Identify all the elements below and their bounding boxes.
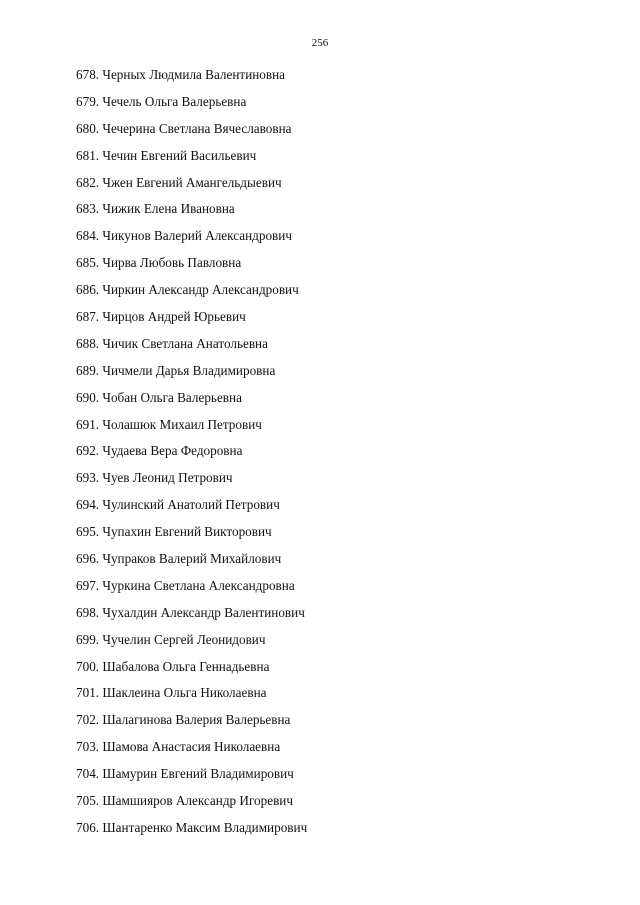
list-item <box>76 628 307 655</box>
list-item <box>76 332 307 359</box>
entry-number: 700. <box>76 658 100 674</box>
entry-number: 683. <box>76 201 100 217</box>
entry-number: 703. <box>76 739 100 755</box>
entry-number: 680. <box>76 120 100 136</box>
entry-number: 685. <box>76 255 100 271</box>
list-item <box>76 224 307 251</box>
list-item <box>76 144 307 171</box>
entry-number: 697. <box>76 577 100 593</box>
list-item <box>76 63 307 90</box>
entry-number: 684. <box>76 228 100 244</box>
list-item <box>76 574 307 601</box>
entry-name: Шалагинова Валерия Валерьевна <box>102 712 291 728</box>
entry-name: Чуев Леонид Петрович <box>102 470 233 486</box>
entry-name: Чиркин Александр Александрович <box>102 282 299 298</box>
entry-name: Чолашюк Михаил Петрович <box>102 416 262 432</box>
entry-name: Чупраков Валерий Михайлович <box>102 551 282 567</box>
entry-number: 696. <box>76 551 100 567</box>
entry-number: 693. <box>76 470 100 486</box>
list-item <box>76 547 307 574</box>
name-list <box>76 63 307 843</box>
list-item <box>76 520 307 547</box>
entry-name: Шаклеина Ольга Николаевна <box>102 685 267 701</box>
entry-name: Чирва Любовь Павловна <box>102 255 242 271</box>
entry-number: 695. <box>76 524 100 540</box>
entry-number: 690. <box>76 389 100 405</box>
entry-number: 687. <box>76 309 100 325</box>
entry-name: Чупахин Евгений Викторович <box>102 524 272 540</box>
entry-name: Чечин Евгений Васильевич <box>102 147 257 163</box>
list-item <box>76 117 307 144</box>
list-item <box>76 681 307 708</box>
list-item <box>76 439 307 466</box>
entry-number: 698. <box>76 604 100 620</box>
entry-name: Чижик Елена Ивановна <box>102 201 235 217</box>
list-item <box>76 762 307 789</box>
entry-name: Чечель Ольга Валерьевна <box>102 93 247 109</box>
list-item <box>76 789 307 816</box>
entry-name: Чобан Ольга Валерьевна <box>102 389 242 405</box>
entry-name: Шамурин Евгений Владимирович <box>102 766 294 782</box>
entry-name: Чичмели Дарья Владимировна <box>102 362 276 378</box>
entry-number: 679. <box>76 93 100 109</box>
entry-name: Чжен Евгений Амангельдыевич <box>102 174 282 190</box>
list-item <box>76 601 307 628</box>
entry-name: Чучелин Сергей Леонидович <box>102 631 266 647</box>
list-item <box>76 251 307 278</box>
entry-number: 681. <box>76 147 100 163</box>
entry-number: 704. <box>76 766 100 782</box>
entry-name: Чудаева Вера Федоровна <box>102 443 243 459</box>
list-item <box>76 90 307 117</box>
entry-number: 688. <box>76 335 100 351</box>
entry-name: Чухалдин Александр Валентинович <box>102 604 305 620</box>
entry-number: 706. <box>76 819 100 835</box>
entry-name: Черных Людмила Валентиновна <box>102 67 286 82</box>
list-item <box>76 816 307 843</box>
entry-number: 691. <box>76 416 100 432</box>
entry-number: 705. <box>76 793 100 809</box>
entry-number: 701. <box>76 685 100 701</box>
entry-name: Чуркина Светлана Александровна <box>102 577 295 593</box>
entry-number: 682. <box>76 174 100 190</box>
list-item <box>76 278 307 305</box>
entry-number: 692. <box>76 443 100 459</box>
list-item <box>76 171 307 198</box>
entry-name: Чечерина Светлана Вячеславовна <box>102 120 292 136</box>
entry-name: Шантаренко Максим Владимирович <box>102 819 308 835</box>
entry-number: 694. <box>76 497 100 513</box>
list-item <box>76 655 307 682</box>
entry-name: Чирцов Андрей Юрьевич <box>102 309 246 325</box>
entry-name: Чулинский Анатолий Петрович <box>102 497 280 513</box>
list-item <box>76 413 307 440</box>
list-item <box>76 466 307 493</box>
page-number: 256 <box>311 37 329 49</box>
entry-number: 702. <box>76 712 100 728</box>
entry-name: Шабалова Ольга Геннадьевна <box>102 658 270 674</box>
entry-name: Чичик Светлана Анатольевна <box>102 335 268 351</box>
list-item <box>76 493 307 520</box>
entry-number: 686. <box>76 282 100 298</box>
entry-number: 699. <box>76 631 100 647</box>
entry-number: 678. <box>76 67 100 82</box>
list-item <box>76 386 307 413</box>
list-item <box>76 735 307 762</box>
list-item <box>76 197 307 224</box>
list-item <box>76 305 307 332</box>
list-item <box>76 359 307 386</box>
entry-name: Шамшияров Александр Игоревич <box>102 793 293 809</box>
entry-number: 689. <box>76 362 100 378</box>
entry-name: Шамова Анастасия Николаевна <box>102 739 281 755</box>
list-item <box>76 708 307 735</box>
entry-name: Чикунов Валерий Александрович <box>102 228 292 244</box>
